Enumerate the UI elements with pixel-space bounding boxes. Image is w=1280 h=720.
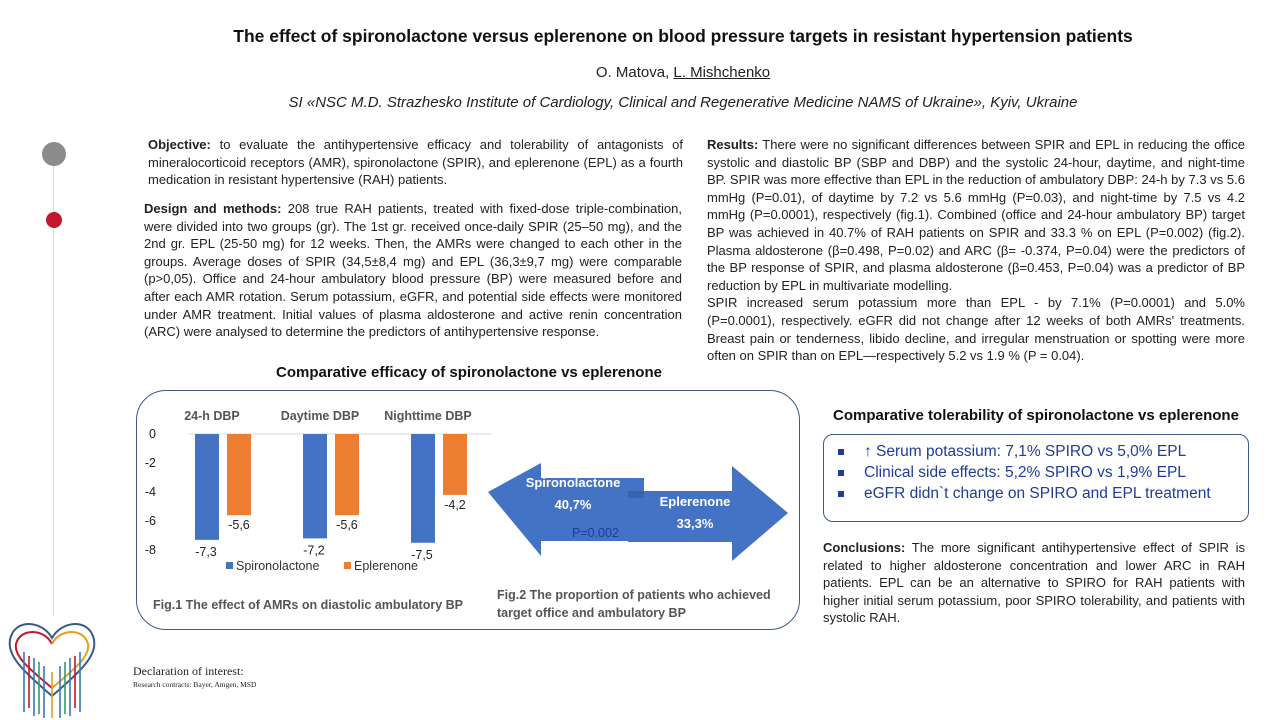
fig2-epl-value: 33,3% xyxy=(676,516,714,531)
tolerability-title: Comparative tolerability of spironolactone vs eplerenone xyxy=(833,407,1239,424)
tolerability-item-text: ↑ Serum potassium: 7,1% SPIRO vs 5,0% EPL xyxy=(864,443,1187,460)
y-tick-label: -8 xyxy=(144,543,156,557)
fig2-spiro-label: Spironolactone xyxy=(525,475,621,490)
y-tick-label: -2 xyxy=(144,456,156,470)
list-item xyxy=(838,441,1248,462)
tolerability-box xyxy=(823,434,1249,522)
fig2-epl-label: Eplerenone xyxy=(659,494,731,509)
institution: SI «NSC M.D. Strazhesko Institute of Cardiology, Clinical and Regenerative Medicine NAMS of Ukraine», Kyiv, Ukraine xyxy=(288,94,1078,111)
results-section xyxy=(707,136,1245,365)
fig2-spiro-value: 40,7% xyxy=(554,497,592,512)
y-tick-label: -6 xyxy=(144,514,156,528)
category-label: 24-h DBP xyxy=(184,409,240,423)
data-label: -5,6 xyxy=(336,518,358,533)
bullet-icon xyxy=(838,449,844,455)
design-text: 208 true RAH patients, treated with fixed-dose triple-combination, were divided into two groups (gr). The 1st gr. received once-daily SPIR (25–50 mg), and the 2nd gr. EPL (25-50 mg) for 12 weeks. Then, the AMRs were changed to each other in the groups. Average doses of SPIR (34,5±8,4 mg) and EPL (36,3±9,7 mg) were comparable (p>0,05). Office and 24-hour ambulatory blood pressure (BP) were measured before and after each AMR rotation. Serum potassium, eGFR, and potential side effects were monitored under AMR treatment. Initial values of plasma aldosterone and active renin concentration (ARC) were analysed to determine the predictors of antihypertensive response. xyxy=(144,201,682,340)
conclusions-section xyxy=(823,539,1245,627)
authors xyxy=(0,64,1280,81)
legend-swatch xyxy=(226,562,233,569)
results-text-2: SPIR increased serum potassium more than EPL - by 7.1% (P=0.0001) and 5.0% (P=0.0001), respectively. eGFR did not change after 12 weeks of both AMRs' treatments. Breast pain or tenderness, libido decline, and irregular menstruation or spotting were more often on SPIR than on EPL—respectively 5.2 vs 1.9 % (P = 0.04). xyxy=(707,295,1245,364)
category-label: Nighttime DBP xyxy=(384,409,472,423)
data-label: -4,2 xyxy=(444,497,466,512)
author-1: O. Matova, xyxy=(595,64,670,81)
list-item xyxy=(838,483,1248,504)
category-label: Daytime DBP xyxy=(280,409,360,423)
legend-label: Spironolactone xyxy=(236,559,320,573)
y-tick-label: -4 xyxy=(144,485,156,499)
results-text: There were no significant differences between SPIR and EPL in reducing the office systolic and diastolic BP (SBP and DBP) and the systolic 24-hour, daytime, and night-time BP. SPIR was more effective than EPL in the reduction of ambulatory DBP: 24-h by 7.3 vs 5.6 mmHg (P=0.01), of daytime by 7.2 vs 5.6 mmHg (P=0.03), and night-time by 7.5 vs 4.2 mmHg (P=0.0001), respectively (fig.1). Combined (office and 24-hour ambulatory BP) target BP was achieved in 40.7% of RAH patients on SPIR and 33.3 % on EPL (P=0.002) (fig.2). Plasma aldosterone (β=0.498, P=0.02) and ARC (β= -0.374, P=0.04) were the predictors of the BP response of SPIR, and plasma aldosterone (β=0.453, P=0.04) was a predictor of BP reduction by EPL in multivariate modelling. xyxy=(707,137,1245,293)
bar-spironolactone xyxy=(195,434,219,540)
y-tick-label: 0 xyxy=(149,427,156,441)
list-item xyxy=(838,462,1248,483)
design-section xyxy=(144,200,682,341)
design-label: Design and methods: xyxy=(144,201,282,216)
data-label: -7,5 xyxy=(411,547,433,562)
results-label: Results: xyxy=(707,137,759,152)
fig1-bar-chart xyxy=(140,398,500,588)
poster-title: The effect of spironolactone versus eplerenone on blood pressure targets in resistant hypertension patients xyxy=(233,26,1133,46)
bar-spironolactone xyxy=(411,434,435,543)
objective-section xyxy=(148,136,683,189)
data-label: -7,3 xyxy=(195,544,217,559)
bar-eplerenone xyxy=(227,434,251,515)
conclusions-label: Conclusions: xyxy=(823,540,906,555)
efficacy-title: Comparative efficacy of spironolactone vs eplerenone xyxy=(276,364,662,381)
heart-logo-icon xyxy=(4,612,102,720)
fig2-p-value: P=0.002 xyxy=(572,526,619,540)
objective-label: Objective: xyxy=(148,137,211,152)
conclusions-text: The more significant antihypertensive effect of SPIR is related to higher aldosterone concentration and lower ARC in RAH patients. EPL can be an alternative to SPIRO for RAH patients with higher initial serum potassium, poor SPIRO tolerability, and patients with systolic RAH. xyxy=(823,540,1245,626)
bullet-icon xyxy=(838,470,844,476)
data-label: -5,6 xyxy=(228,518,250,533)
legend-swatch xyxy=(344,562,351,569)
epl-arrow-shape xyxy=(628,466,788,561)
author-2: L. Mishchenko xyxy=(673,64,771,81)
tolerability-item-text: eGFR didn`t change on SPIRO and EPL treatment xyxy=(864,485,1211,502)
declaration-text: Research contracts: Bayer, Amgen, MSD xyxy=(133,680,257,689)
bar-eplerenone xyxy=(443,434,467,495)
red-dot-icon xyxy=(46,212,62,228)
bullet-icon xyxy=(838,491,844,497)
tolerability-item-text: Clinical side effects: 5,2% SPIRO vs 1,9% EPL xyxy=(864,464,1186,481)
objective-text: to evaluate the antihypertensive efficacy and tolerability of antagonists of mineralocorticoid receptors (AMR), spironolactone (SPIR), and eplerenone (EPL) as a fourth medication in resistant hypertensive (RAH) patients. xyxy=(148,137,683,188)
bar-eplerenone xyxy=(335,434,359,515)
decorative-line xyxy=(53,166,54,616)
declaration-title: Declaration of interest: xyxy=(133,664,244,678)
fig2-caption: Fig.2 The proportion of patients who achieved target office and ambulatory BP xyxy=(497,588,771,620)
fig1-caption: Fig.1 The effect of AMRs on diastolic ambulatory BP xyxy=(153,598,463,612)
legend-label: Eplerenone xyxy=(354,559,418,573)
data-label: -7,2 xyxy=(303,543,325,558)
grey-dot-icon xyxy=(42,142,66,166)
bar-spironolactone xyxy=(303,434,327,538)
